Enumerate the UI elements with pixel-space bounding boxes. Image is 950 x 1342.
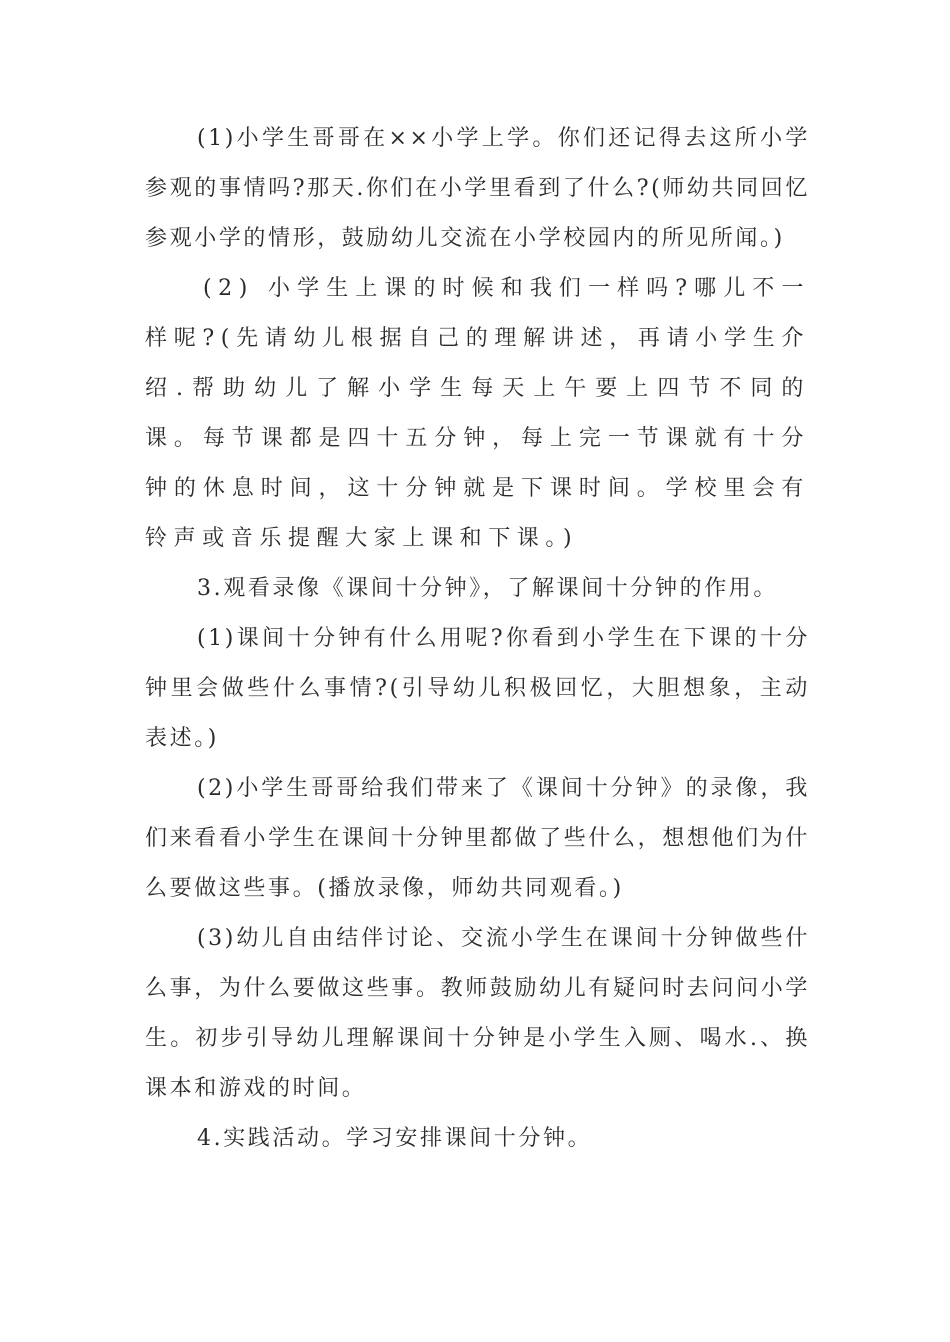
paragraph-7: 4.实践活动。学习安排课间十分钟。	[197, 1126, 593, 1151]
paragraph-2: (2) 小学生上课的时候和我们一样吗?哪儿不一样呢?(先请幼儿根据自己的理解讲述，再请小学生介绍.帮助幼儿了解小学生每天上午要上四节不同的课。每节课都是四十五分钟，每上完一节课就有十分钟的休息时间，这十分钟就是下课时间。学校里会有铃声或音乐提醒大家上课和下课。)	[145, 276, 810, 551]
paragraph-6: (3)幼儿自由结伴讨论、交流小学生在课间十分钟做些什么事，为什么要做这些事。教师鼓励幼儿有疑问时去问问小学生。初步引导幼儿理解课间十分钟是小学生入厕、喝水.、换课本和游戏的时间。	[145, 926, 810, 1101]
paragraph-4: (1)课间十分钟有什么用呢?你看到小学生在下课的十分钟里会做些什么事情?(引导幼儿积极回忆，大胆想象，主动表述。)	[145, 626, 810, 751]
paragraph-5: (2)小学生哥哥给我们带来了《课间十分钟》的录像，我们来看看小学生在课间十分钟里都做了些什么，想想他们为什么要做这些事。(播放录像，师幼共同观看。)	[145, 776, 810, 901]
document-body	[145, 114, 810, 1164]
paragraph-3: 3.观看录像《课间十分钟》，了解课间十分钟的作用。	[197, 576, 778, 601]
paragraph-1: (1)小学生哥哥在××小学上学。你们还记得去这所小学参观的事情吗?那天.你们在小学里看到了什么?(师幼共同回忆参观小学的情形，鼓励幼儿交流在小学校园内的所见所闻。)	[145, 126, 810, 251]
